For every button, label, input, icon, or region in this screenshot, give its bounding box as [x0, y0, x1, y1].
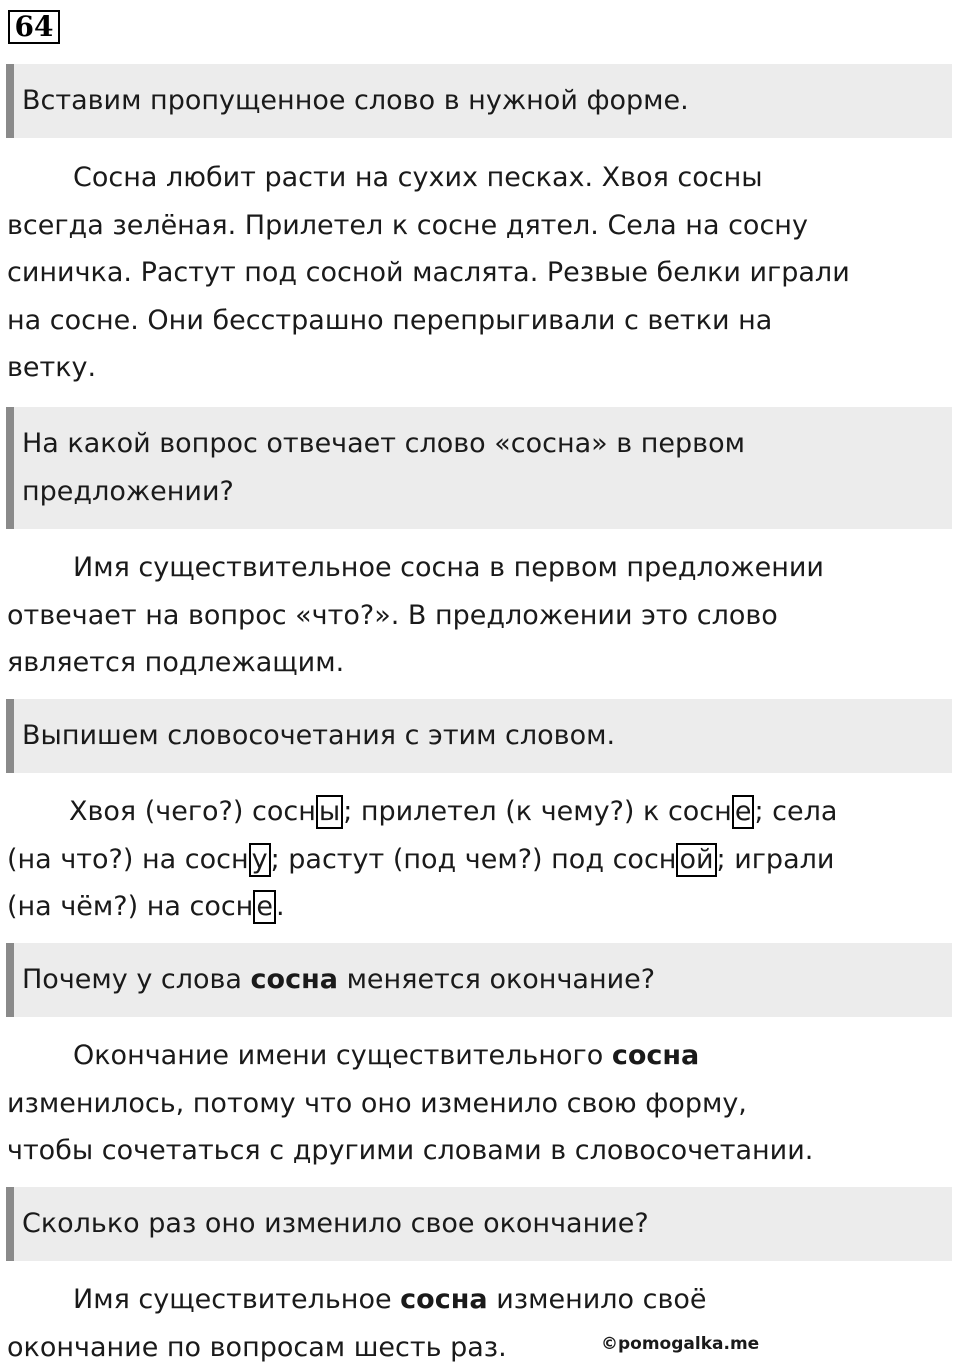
text-line: на сосне. Они бесстрашно перепрыгивали с ветки на [7, 304, 773, 336]
text-line: Имя существительное сосна изменило своё [73, 1284, 707, 1315]
word-ending-box: ы [316, 795, 343, 829]
question-text-line: На какой вопрос отвечает слово «сосна» в первом [22, 428, 745, 459]
question-box-2 [6, 407, 952, 529]
word-ending-box: ой [676, 843, 716, 877]
question-text: Выпишем словосочетания с этим словом. [22, 720, 616, 751]
text-line: (на что?) на сосн у ; растут (под чем?) под сосн ой ; играли [7, 843, 835, 875]
answer-paragraph-2 [7, 544, 953, 687]
question-text: Вставим пропущенное слово в нужной форме. [22, 85, 689, 116]
text-line: отвечает на вопрос «что?». В предложении это слово [7, 599, 778, 631]
text-line: Сосна любит расти на сухих песках. Хвоя сосны [73, 162, 763, 193]
text-line: изменилось, потому что оно изменило свою форму, [7, 1087, 747, 1119]
question-text-line: предложении? [22, 476, 234, 507]
word-ending-box: е [253, 890, 276, 924]
text-line: ветку. [7, 352, 97, 383]
text-line: Хвоя (чего?) сосн ы ; прилетел (к чему?) к сосн е ; села [69, 796, 838, 827]
answer-paragraph-5 [7, 1276, 953, 1371]
word-ending-box: у [249, 843, 271, 877]
text-line: Окончание имени существительного сосна [73, 1040, 700, 1071]
answer-paragraph-1 [7, 154, 953, 392]
question-box-3 [6, 699, 952, 773]
text-line: чтобы сочетаться с другими словами в словосочетании. [7, 1135, 814, 1166]
word-ending-box: е [732, 795, 755, 829]
watermark: ©pomogalka.me [601, 1334, 760, 1354]
answer-paragraph-4 [7, 1032, 953, 1175]
text-line: всегда зелёная. Прилетел к сосне дятел. Села на сосну [7, 209, 808, 241]
text-line: синичка. Растут под сосной маслята. Резвые белки играли [7, 257, 850, 288]
answer-paragraph-3 [7, 788, 953, 931]
text-line: окончание по вопросам шесть раз. [7, 1331, 507, 1363]
text-line: (на чём?) на сосн е . [7, 891, 285, 922]
page-number: 64 [8, 10, 60, 44]
text-line: Имя существительное сосна в первом предложении [73, 552, 824, 583]
question-text: Сколько раз оно изменило свое окончание? [22, 1208, 649, 1239]
question-box-4 [6, 943, 952, 1017]
question-text: Почему у слова сосна меняется окончание? [22, 964, 656, 995]
question-box-1 [6, 64, 952, 138]
question-box-5 [6, 1187, 952, 1261]
text-line: является подлежащим. [7, 647, 345, 678]
